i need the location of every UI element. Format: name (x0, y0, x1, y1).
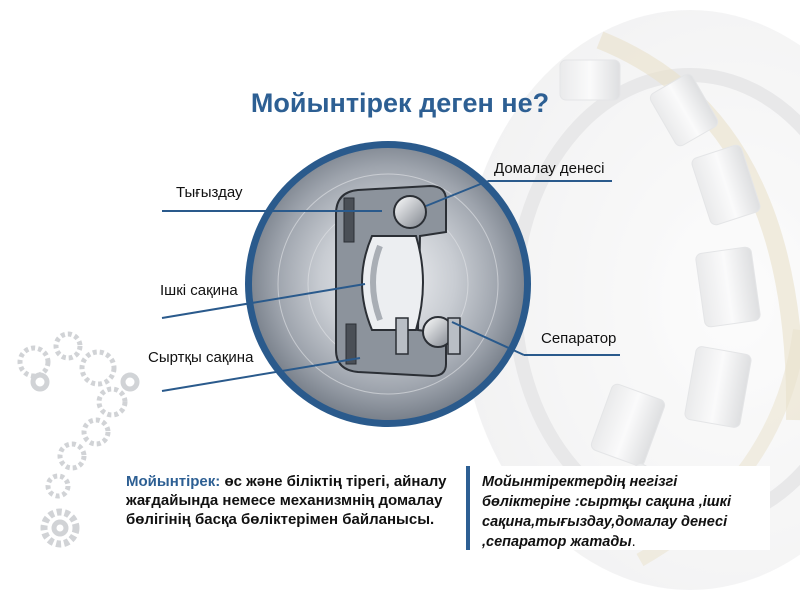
gear-question-mark-art (20, 334, 137, 544)
bearing-parts-box (466, 466, 770, 550)
definition-term: Мойынтірек: (126, 473, 221, 490)
callout-outer-ring: Сыртқы сақина (148, 349, 254, 366)
bearing-parts-text: Мойынтіректердің негізгі бөліктеріне :сыртқы сақина ,ішкі сақина,тығыздау,домалау денесі ,сепаратор жатады (482, 474, 732, 550)
definition-body: өс және біліктің тірегі, айналу жағдайында немесе механизмнің домалау бөлігінің басқа бөліктерімен байланысы. (126, 473, 447, 528)
callout-rolling-element: Домалау денесі (494, 160, 605, 177)
slide-title: Мойынтірек деген не? (250, 88, 550, 118)
callout-seal: Тығыздау (176, 184, 243, 201)
callout-separator: Сепаратор (541, 330, 617, 347)
bearing-parts-trailing: . (631, 534, 636, 550)
callout-inner-ring: Ішкі сақина (160, 282, 238, 299)
definition-text (126, 472, 464, 529)
bearing-illustration (245, 141, 531, 427)
